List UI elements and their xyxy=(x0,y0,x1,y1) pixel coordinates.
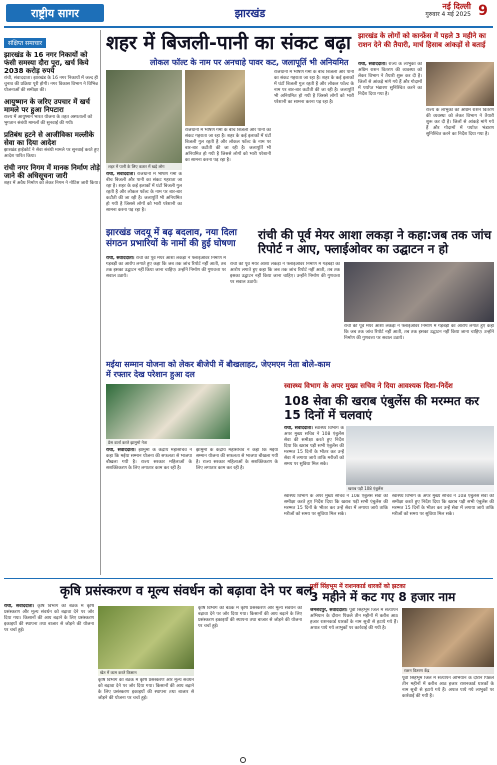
story-text: कृषि विभाग की बैठक में कृषि प्रसंस्करण और मूल्य संवर्धन को बढ़ावा देने पर जोर दिया गया। किसानों की आय बढ़ाने के लिए प्रसंस्करण इकाइयों की स्थापना तथा बाजार से जोड़ने की योजना पर चर्चा हुई। xyxy=(4,604,94,633)
bjp-story-body xyxy=(106,448,192,574)
story-text: स्वास्थ्य विभाग के अपर मुख्य सचिव ने 108 एंबुलेंस सेवा की समीक्षा करते हुए निर्देश दिया कि खराब पड़ी सभी एंबुलेंस की मरम्मत 15 दिनों के भीतर कर उन्हें सेवा में लगाया जाये ताकि मरीजों को समय पर सुविधा मिल सके। xyxy=(284,426,344,467)
bjp-story-body-col2 xyxy=(196,448,278,574)
bjp-story-headline: मईया सम्मान योजना को लेकर बीजेपी में बौखलाहट, जेएमएम नेता बोले-काम में रफ्तार देख परेशान हुआ दल xyxy=(106,360,331,379)
story-lead: रांची, संवाददाता। xyxy=(4,604,35,609)
page-footer xyxy=(0,756,497,765)
page-header xyxy=(0,0,497,28)
story-text: रांची की पूर्व मेयर आशा लकड़ा ने फ्लाईओवर निर्माण में गड़बड़ी का आरोप लगाते हुए कहा कि जब तक जांच रिपोर्ट नहीं आती, तब तक इसका उद्घाटन नहीं किया जाना चाहिए। उन्होंने निर्माण की गुणवत्ता पर सवाल उठाये। xyxy=(106,256,226,279)
ration-story-headline: 3 महीने में कट गए 8 हजार नाम xyxy=(310,590,456,604)
mayor-story-photo xyxy=(344,262,494,322)
ambulance-story-kicker: स्वास्थ्य विभाग के अपर मुख्य सचिव ने दिया आवश्यक दिशा-निर्देश xyxy=(284,382,453,390)
brief-item xyxy=(4,164,100,187)
right-story-photo xyxy=(426,62,494,106)
story-text: राजधानी में भीषण गर्मी के बीच बिजली और पानी का संकट गहराता जा रहा है। शहर के कई इलाकों में घंटों बिजली गुल रहती है और लोकल फॉल्ट के नाम पर बार-बार कटौती की जा रही है। जलापूर्ति भी अनियमित हो गयी है जिससे लोगों को भारी परेशानी का सामना करना पड़ रहा है। xyxy=(185,128,271,163)
ambulance-story-body xyxy=(284,426,344,492)
mayor-story-headline: रांची की पूर्व मेयर आशा लकड़ा ने कहा:जब तक जांच रिपोर्ट न आए, फ्लाईओवर का उद्घाटन न हो xyxy=(258,228,492,256)
section-title: झारखंड xyxy=(234,7,266,20)
header-divider xyxy=(4,26,493,28)
agri-story-headline: कृषि प्रसंस्करण व मूल्य संवर्धन को बढ़ावा देने पर बल xyxy=(60,584,313,599)
right-story-headline: झारखंड के लोगों को कान्फ्रेंस में पहले 3 महीने का राशन देने की तैयारी, मार्च हिसाब आंकड़ों से बताई xyxy=(358,32,486,49)
brief-item xyxy=(4,51,100,94)
ration-story-photo xyxy=(402,608,494,674)
ambulance-story-photo xyxy=(346,426,494,492)
story-text: रांची की पूर्व मेयर आशा लकड़ा ने फ्लाईओवर निर्माण में गड़बड़ी का आरोप लगाते हुए कहा कि जब तक जांच रिपोर्ट नहीं आती, तब तक इसका उद्घाटन नहीं किया जाना चाहिए। उन्होंने निर्माण की गुणवत्ता पर सवाल उठाये। xyxy=(230,262,340,285)
brief-title: प्रतिबंध हटने से आजीविका मल्लीके सेवा का दिया आदेश xyxy=(4,131,95,147)
right-story-body xyxy=(358,62,422,224)
story-text: पूर्वी सिंहभूम जिले में सत्यापन अभियान के दौरान पिछले तीन महीनों में करीब आठ हजार राशनकार्ड धारकों के नाम सूची से हटाये गये हैं। अपात्र पाये गये लाभुकों पर कार्रवाई की गयी है। xyxy=(310,608,398,631)
story-text: झामुमो के केंद्रीय महासचिव ने कहा कि मईया सम्मान योजना की सफलता से भाजपा बौखला गयी है। राज्य सरकार महिलाओं के सशक्तिकरण के लिए लगातार काम कर रही है। xyxy=(106,448,192,471)
top-story-body xyxy=(106,172,182,224)
story-text: राज्य के लाभुकों को अग्रिम राशन वितरण की व्यवस्था को लेकर विभाग ने तैयारी शुरू कर दी है। जिलों से आंकड़े मांगे गये हैं और गोदामों में पर्याप्त भंडारण सुनिश्चित करने का निर्देश दिया गया है। xyxy=(358,62,422,97)
story-lead: रांची, संवाददाता। xyxy=(358,62,387,67)
story-text: स्वास्थ्य विभाग के अपर मुख्य सचिव ने 108 एंबुलेंस सेवा की समीक्षा करते हुए निर्देश दिया कि खराब पड़ी सभी एंबुलेंस की मरम्मत 15 दिनों के भीतर कर उन्हें सेवा में लगाया जाये ताकि मरीजों को समय पर सुविधा मिल सके। xyxy=(392,494,494,517)
top-story-body-col2 xyxy=(185,128,271,224)
brief-item xyxy=(4,131,100,160)
photo-caption: खेत में काम करते किसान xyxy=(98,669,194,676)
bjp-story-photo xyxy=(106,384,230,446)
dateline-city: नई दिल्ली xyxy=(442,2,471,11)
story-lead: रांची, संवाददाता। xyxy=(106,172,136,177)
brief-item xyxy=(4,98,100,127)
ambulance-story-headline: 108 सेवा की खराब एंबुलेंस की मरम्मत कर 15 दिनों में चलवाएं xyxy=(284,394,480,422)
left-column-briefs xyxy=(4,30,101,575)
agri-story-body-col3 xyxy=(198,606,302,752)
brief-text: राज्य में आयुष्मान भारत योजना के तहत अस्पतालों को भुगतान संबंधी मामलों की सुनवाई की गयी। xyxy=(4,115,93,126)
story-text: कृषि विभाग की बैठक में कृषि प्रसंस्करण और मूल्य संवर्धन को बढ़ावा देने पर जोर दिया गया। किसानों की आय बढ़ाने के लिए प्रसंस्करण इकाइयों की स्थापना तथा बाजार से जोड़ने की योजना पर चर्चा हुई। xyxy=(98,678,194,701)
brief-text: रांची, संवाददाता। झारखंड के 16 नगर निकायों में जल्द ही चुनाव की प्रक्रिया पूरी होगी। नगर विकास विभाग ने विभिन्न योजनाओं की समीक्षा की। xyxy=(4,76,98,93)
ambulance-story-body-col2 xyxy=(284,494,388,574)
brief-text: शहर में अवैध निर्माण को लेकर निगम ने नोटिस जारी किया। xyxy=(4,181,100,186)
ration-story-body xyxy=(310,608,398,752)
brief-title: झारखंड के 16 नगर निकायों को फंसी समस्या दौरा पूरा, खर्च किये 2038 करोड़ रुपये xyxy=(4,51,89,75)
right-story-body-col2 xyxy=(426,108,494,224)
brief-text: झारखंड हाईकोर्ट ने सेवा संबंधी मामले पर सुनवाई करते हुए आदेश पारित किया। xyxy=(4,148,99,159)
top-story-headline: शहर में बिजली-पानी का संकट बढ़ा xyxy=(106,32,351,54)
story-text: राजधानी में भीषण गर्मी के बीच बिजली और पानी का संकट गहराता जा रहा है। शहर के कई इलाकों में घंटों बिजली गुल रहती है और लोकल फॉल्ट के नाम पर बार-बार कटौती की जा रही है। जलापूर्ति भी अनियमित हो गयी है जिससे लोगों को भारी परेशानी का सामना करना पड़ रहा है। xyxy=(274,70,354,105)
photo-caption: खराब पड़ी 108 एंबुलेंस xyxy=(346,485,494,492)
story-text: झामुमो के केंद्रीय महासचिव ने कहा कि मईया सम्मान योजना की सफलता से भाजपा बौखला गयी है। राज्य सरकार महिलाओं के सशक्तिकरण के लिए लगातार काम कर रही है। xyxy=(196,448,278,471)
story-lead: रांची, संवाददाता। xyxy=(106,448,136,453)
page-number: 9 xyxy=(478,3,488,19)
story-text: स्वास्थ्य विभाग के अपर मुख्य सचिव ने 108 एंबुलेंस सेवा की समीक्षा करते हुए निर्देश दिया कि खराब पड़ी सभी एंबुलेंस की मरम्मत 15 दिनों के भीतर कर उन्हें सेवा में लगाया जाये ताकि मरीजों को समय पर सुविधा मिल सके। xyxy=(284,494,388,517)
top-story-subhead: लोकल फॉल्ट के नाम पर अनचाहे पावर कट, जलापूर्ति भी अनियमित xyxy=(150,58,349,67)
mayor-story-body-col3 xyxy=(344,324,494,378)
top-story-photo xyxy=(106,70,182,170)
brief-title: आयुष्मान के जरिए उपचार में खर्च मामले पर हुआ निपटारा xyxy=(4,98,90,114)
top-story-photo-2 xyxy=(185,70,245,126)
dateline xyxy=(425,3,471,19)
story-text: रांची की पूर्व मेयर आशा लकड़ा ने फ्लाईओवर निर्माण में गड़बड़ी का आरोप लगाते हुए कहा कि जब तक जांच रिपोर्ट नहीं आती, तब तक इसका उद्घाटन नहीं किया जाना चाहिए। उन्होंने निर्माण की गुणवत्ता पर सवाल उठाये। xyxy=(344,324,494,341)
dateline-date: गुरुवार 4 मई 2025 xyxy=(425,11,471,18)
story-lead: जमशेदपुर, संवाददाता। xyxy=(310,608,348,613)
ration-story-kicker: पूर्वी सिंहभूम में राशनकार्ड धारकों को झटका xyxy=(310,583,406,590)
top-story-body-col3 xyxy=(274,70,354,224)
story-text: राज्य के लाभुकों को अग्रिम राशन वितरण की व्यवस्था को लेकर विभाग ने तैयारी शुरू कर दी है। जिलों से आंकड़े मांगे गये हैं और गोदामों में पर्याप्त भंडारण सुनिश्चित करने का निर्देश दिया गया है। xyxy=(426,108,494,137)
ration-story-body-col2 xyxy=(402,676,494,752)
photo-caption: प्रेस वार्ता करते झामुमो नेता xyxy=(106,439,230,446)
photo-caption: राशन वितरण केंद्र xyxy=(402,667,494,674)
agri-story-body xyxy=(4,604,94,752)
masthead-brand: राष्ट्रीय सागर xyxy=(6,4,104,22)
agri-story-photo xyxy=(98,606,194,676)
story-lead: रांची, संवाददाता। xyxy=(284,426,313,431)
registration-mark-icon xyxy=(240,757,246,763)
agri-story-body-col2 xyxy=(98,678,194,752)
story-lead: रांची, संवाददाता। xyxy=(106,256,135,261)
briefs-kicker: संक्षिप्त समाचार xyxy=(4,38,46,48)
story-text: पूर्वी सिंहभूम जिले में सत्यापन अभियान के दौरान पिछले तीन महीनों में करीब आठ हजार राशनकार्ड धारकों के नाम सूची से हटाये गये हैं। अपात्र पाये गये लाभुकों पर कार्रवाई की गयी है। xyxy=(402,676,494,699)
mayor-story-body xyxy=(106,256,226,356)
story-text: राजधानी में भीषण गर्मी के बीच बिजली और पानी का संकट गहराता जा रहा है। शहर के कई इलाकों में घंटों बिजली गुल रहती है और लोकल फॉल्ट के नाम पर बार-बार कटौती की जा रही है। जलापूर्ति भी अनियमित हो गयी है जिससे लोगों को भारी परेशानी का सामना करना पड़ रहा है। xyxy=(106,172,182,213)
bottom-divider xyxy=(4,578,493,579)
photo-caption: शहर में पानी के लिए कतार में खड़े लोग xyxy=(106,163,182,170)
brief-title: रांची नगर निगम में मानक निर्माण तोड़े जाने की अधिसूचना जारी xyxy=(4,164,100,180)
jdu-story-headline: झारखंड जदयू में बढ़ बदलाव, नया दिला संगठन प्रभारियों के नामों की हुई घोषणा xyxy=(106,228,237,249)
ambulance-story-body-col3 xyxy=(392,494,494,574)
story-text: कृषि विभाग की बैठक में कृषि प्रसंस्करण और मूल्य संवर्धन को बढ़ावा देने पर जोर दिया गया। किसानों की आय बढ़ाने के लिए प्रसंस्करण इकाइयों की स्थापना तथा बाजार से जोड़ने की योजना पर चर्चा हुई। xyxy=(198,606,302,629)
mayor-story-body-col2 xyxy=(230,262,340,356)
